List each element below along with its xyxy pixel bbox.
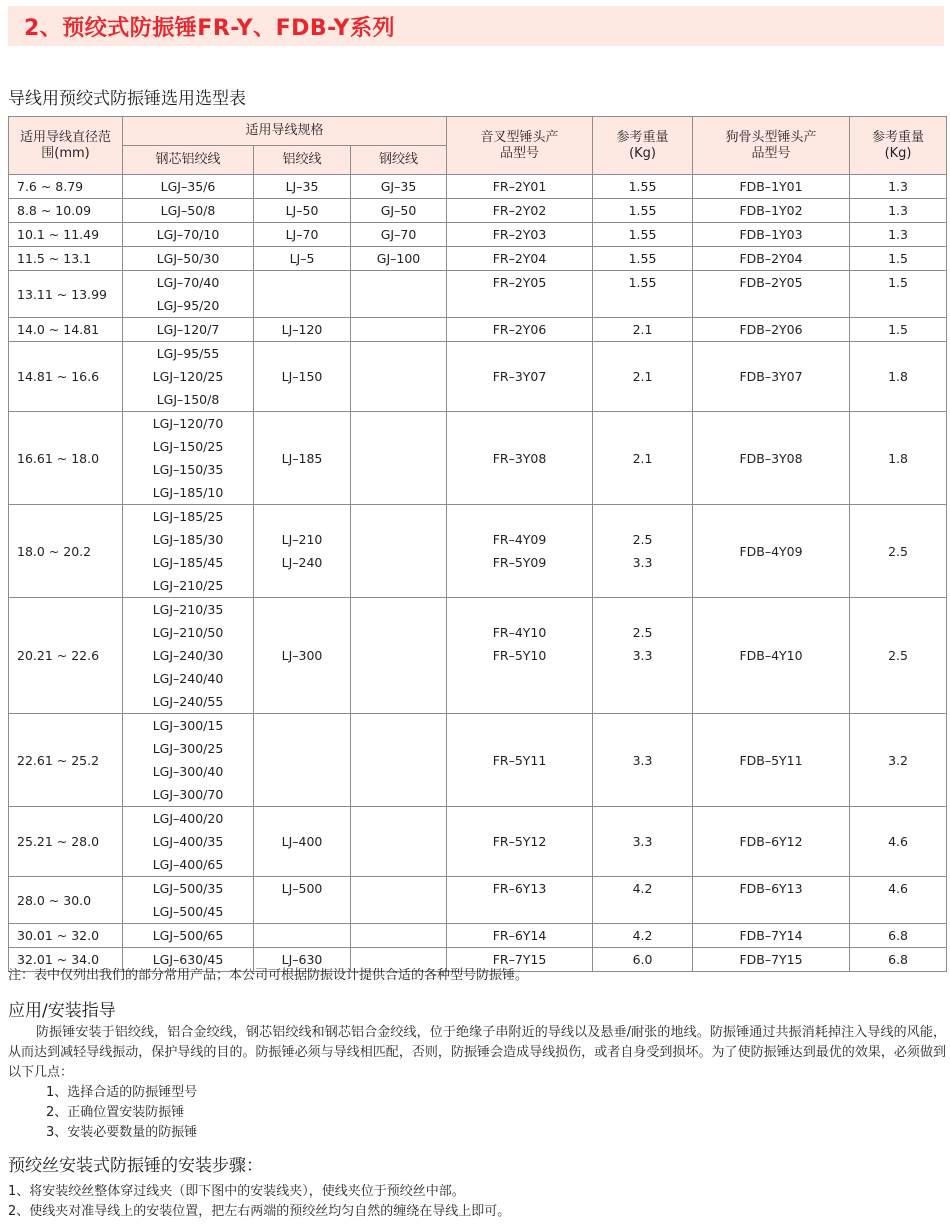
cell-gj <box>351 318 447 342</box>
cell-fdb-model <box>693 342 850 412</box>
cell-lj <box>254 199 351 223</box>
cell-gj-value: GJ–70 <box>380 227 417 242</box>
cell-fr-weight-value: 3.3 <box>632 752 653 768</box>
cell-diameter-range: 22.61 ~ 25.2 <box>9 714 123 807</box>
cell-fdb-model-value: FDB–6Y13 <box>739 881 803 896</box>
cell-fdb-model <box>693 714 850 807</box>
cell-lgj <box>123 505 254 598</box>
table-row <box>9 175 947 199</box>
cell-lgj-value: LGJ–120/7 <box>156 322 220 337</box>
cell-lgj-value: LGJ–240/30 <box>152 648 224 663</box>
steps-heading: 预绞丝安装式防振锤的安装步骤： <box>8 1156 263 1176</box>
cell-diameter-range: 13.11 ~ 13.99 <box>9 271 123 318</box>
guide-heading: 应用/安装指导 <box>8 1001 116 1021</box>
cell-lgj <box>123 877 254 924</box>
cell-lgj-value: LGJ–95/55 <box>156 346 220 361</box>
table-row <box>9 807 947 877</box>
guide-paragraph: 防振锤安装于铝绞线，铝合金绞线，钢芯铝绞线和钢芯铝合金绞线，位于绝缘子串附近的导线以及悬垂/耐张的地线。防振锤通过共振消耗掉注入导线的风能，从而达到减轻导线振动，保护导线的目的。防振锤必须与导线相匹配，否则，防振锤会造成导线损伤，或者自身受到损坏。为了使防振锤达到最优的效果，必须做到以下几点： <box>8 1025 946 1080</box>
cell-fr-weight-value: 3.3 <box>632 648 653 663</box>
cell-lgj <box>123 924 254 948</box>
header-fr-weight: 参考重量(Kg) <box>593 117 693 175</box>
cell-lgj-value: LGJ–70/40 <box>156 275 220 290</box>
cell-fdb-model <box>693 598 850 714</box>
cell-gj <box>351 877 447 924</box>
cell-fr-model <box>447 318 593 342</box>
cell-lj <box>254 505 351 598</box>
cell-fr-weight <box>593 271 693 318</box>
cell-fr-weight <box>593 807 693 877</box>
cell-lgj-value: LGJ–210/25 <box>152 578 224 593</box>
cell-fr-model <box>447 412 593 505</box>
cell-lgj <box>123 807 254 877</box>
cell-lj <box>254 342 351 412</box>
cell-fr-model-value: FR–5Y11 <box>492 752 547 768</box>
cell-diameter-range: 10.1 ~ 11.49 <box>9 223 123 247</box>
cell-gj <box>351 199 447 223</box>
cell-fr-model <box>447 271 593 318</box>
cell-fdb-model-value: FDB–6Y12 <box>739 834 803 849</box>
cell-fr-weight <box>593 714 693 807</box>
cell-fr-weight-value: 2.1 <box>632 450 653 466</box>
cell-lgj-value: LGJ–300/15 <box>152 718 224 733</box>
table-row <box>9 318 947 342</box>
guide-points <box>46 1083 197 1143</box>
cell-lj <box>254 807 351 877</box>
cell-fdb-model-value: FDB–7Y14 <box>739 928 803 943</box>
cell-fr-model-value: FR–4Y10 <box>492 625 547 640</box>
cell-fr-weight-value: 4.2 <box>632 881 653 896</box>
cell-lj-value: LJ–150 <box>281 369 323 384</box>
cell-fr-weight <box>593 505 693 598</box>
cell-fr-weight-value: 2.5 <box>632 625 653 640</box>
cell-lgj-value: LGJ–210/50 <box>152 625 224 640</box>
cell-lgj-value: LGJ–500/45 <box>152 904 224 919</box>
cell-fr-model <box>447 199 593 223</box>
cell-diameter-range: 32.01 ~ 34.0 <box>9 948 123 972</box>
cell-gj-value: GJ–100 <box>376 251 421 266</box>
cell-gj <box>351 247 447 271</box>
table-row <box>9 598 947 714</box>
cell-fdb-weight-value: 6.8 <box>888 952 908 967</box>
cell-diameter-range: 18.0 ~ 20.2 <box>9 505 123 598</box>
cell-lj <box>254 877 351 924</box>
cell-gj <box>351 271 447 318</box>
cell-fdb-weight-value: 4.6 <box>888 881 908 896</box>
cell-fdb-weight-value: 6.8 <box>888 928 908 943</box>
cell-fdb-weight <box>850 505 947 598</box>
cell-gj <box>351 175 447 199</box>
cell-fr-model-value: FR–6Y14 <box>492 928 547 943</box>
cell-fr-weight <box>593 175 693 199</box>
table-body <box>9 175 947 972</box>
cell-diameter-range: 14.0 ~ 14.81 <box>9 318 123 342</box>
cell-fr-model <box>447 598 593 714</box>
cell-fr-weight-value: 6.0 <box>632 952 653 967</box>
cell-fr-model <box>447 505 593 598</box>
cell-diameter-range: 16.61 ~ 18.0 <box>9 412 123 505</box>
cell-lj-value: LJ–50 <box>285 203 319 218</box>
guide-point: 1、选择合适的防振锤型号 <box>46 1085 198 1100</box>
cell-lgj-value: LGJ–400/20 <box>152 811 224 826</box>
cell-fr-model-value: FR–5Y12 <box>492 834 547 849</box>
cell-fdb-model <box>693 412 850 505</box>
header-fr-model: 音叉型锤头产品型号 <box>447 117 593 175</box>
cell-fr-model-value: FR–6Y13 <box>492 881 547 896</box>
page-title: 2、预绞式防振锤FR-Y、FDB-Y系列 <box>24 16 395 41</box>
install-steps <box>8 1182 510 1222</box>
cell-fdb-model-value: FDB–1Y02 <box>739 203 803 218</box>
cell-lgj-value: LGJ–185/30 <box>152 532 224 547</box>
cell-lgj-value: LGJ–185/25 <box>152 509 224 524</box>
cell-lgj <box>123 247 254 271</box>
cell-fdb-weight-value: 1.5 <box>888 275 908 290</box>
cell-lj-value: LJ–70 <box>285 227 319 242</box>
page-title-bar <box>8 6 944 46</box>
cell-fr-model <box>447 342 593 412</box>
cell-fdb-weight <box>850 223 947 247</box>
cell-lgj-value: LGJ–150/8 <box>156 392 220 407</box>
cell-lj-value: LJ–185 <box>281 450 323 466</box>
cell-diameter-range: 25.21 ~ 28.0 <box>9 807 123 877</box>
cell-lgj <box>123 342 254 412</box>
cell-lgj-value: LGJ–35/6 <box>160 179 216 194</box>
cell-fdb-weight-value: 1.3 <box>888 179 908 194</box>
cell-lgj-value: LGJ–500/65 <box>152 928 224 943</box>
cell-fdb-model-value: FDB–4Y09 <box>739 543 803 559</box>
cell-fdb-model <box>693 948 850 972</box>
install-step: 1、将安装绞丝整体穿过线夹（即下图中的安装线夹），使线夹位于预绞丝中部。 <box>8 1184 465 1199</box>
cell-lgj-value: LGJ–150/35 <box>152 462 224 477</box>
cell-lgj-value: LGJ–70/10 <box>156 227 220 242</box>
cell-lgj <box>123 175 254 199</box>
cell-lgj-value: LGJ–630/45 <box>152 952 224 967</box>
cell-fr-weight <box>593 318 693 342</box>
cell-fr-weight-value: 3.3 <box>632 834 653 849</box>
cell-fdb-weight <box>850 598 947 714</box>
cell-lgj-value: LGJ–120/70 <box>152 416 224 431</box>
cell-lj-value: LJ–210 <box>281 532 323 547</box>
cell-fdb-weight <box>850 175 947 199</box>
cell-lj <box>254 318 351 342</box>
cell-gj-value: GJ–50 <box>380 203 417 218</box>
cell-lgj-value: LGJ–50/8 <box>160 203 216 218</box>
cell-fr-model-value: FR–4Y09 <box>492 532 547 547</box>
guide-point: 3、安装必要数量的防振锤 <box>46 1125 198 1140</box>
cell-fdb-model <box>693 318 850 342</box>
table-row <box>9 412 947 505</box>
cell-lj <box>254 247 351 271</box>
cell-fdb-weight-value: 3.2 <box>888 752 908 768</box>
table-row <box>9 223 947 247</box>
cell-lj <box>254 223 351 247</box>
cell-lgj-value: LGJ–150/25 <box>152 439 224 454</box>
table-row <box>9 877 947 924</box>
cell-gj <box>351 598 447 714</box>
cell-fdb-weight-value: 1.3 <box>888 227 908 242</box>
cell-diameter-range: 8.8 ~ 10.09 <box>9 199 123 223</box>
cell-fdb-weight <box>850 807 947 877</box>
cell-gj <box>351 223 447 247</box>
header-lgj: 钢芯铝绞线 <box>123 146 254 175</box>
cell-diameter-range: 14.81 ~ 16.6 <box>9 342 123 412</box>
cell-fr-model-value: FR–3Y07 <box>492 369 547 384</box>
cell-fr-weight-value: 1.55 <box>628 251 657 266</box>
cell-fdb-model <box>693 247 850 271</box>
cell-fdb-weight <box>850 877 947 924</box>
cell-diameter-range: 20.21 ~ 22.6 <box>9 598 123 714</box>
cell-fdb-weight <box>850 924 947 948</box>
header-spec-group: 适用导线规格 <box>123 117 447 146</box>
cell-lj-value: LJ–630 <box>281 952 323 967</box>
cell-lgj-value: LGJ–300/70 <box>152 787 224 802</box>
cell-lgj-value: LGJ–400/65 <box>152 857 224 872</box>
cell-fdb-model-value: FDB–1Y03 <box>739 227 803 242</box>
cell-lgj-value: LGJ–185/45 <box>152 555 224 570</box>
cell-gj <box>351 505 447 598</box>
selection-table <box>8 116 947 972</box>
cell-fr-weight-value: 2.1 <box>632 322 653 337</box>
cell-fr-model-value: FR–5Y09 <box>492 555 547 570</box>
cell-fr-model-value: FR–2Y03 <box>492 227 547 242</box>
cell-fr-model <box>447 924 593 948</box>
cell-lj-value: LJ–35 <box>285 179 319 194</box>
cell-lj <box>254 924 351 948</box>
cell-fr-weight <box>593 598 693 714</box>
table-row <box>9 505 947 598</box>
cell-fdb-weight <box>850 948 947 972</box>
cell-fdb-model <box>693 505 850 598</box>
table-row <box>9 714 947 807</box>
cell-fr-model-value: FR–2Y04 <box>492 251 547 266</box>
cell-fr-weight-value: 1.55 <box>628 203 657 218</box>
cell-fdb-model <box>693 807 850 877</box>
cell-lgj-value: LGJ–50/30 <box>156 251 220 266</box>
cell-fdb-weight <box>850 342 947 412</box>
cell-lj <box>254 714 351 807</box>
cell-fdb-model-value: FDB–5Y11 <box>739 752 803 768</box>
cell-lgj-value: LGJ–240/55 <box>152 694 224 709</box>
cell-fdb-weight-value: 2.5 <box>888 543 908 559</box>
header-lj: 铝绞线 <box>254 146 351 175</box>
table-row <box>9 342 947 412</box>
cell-fr-weight-value: 1.55 <box>628 275 657 290</box>
header-diameter: 适用导线直径范围(mm) <box>9 117 123 175</box>
cell-fdb-model <box>693 175 850 199</box>
cell-fdb-weight <box>850 199 947 223</box>
cell-fr-model-value: FR–2Y06 <box>492 322 547 337</box>
cell-gj-value: GJ–35 <box>380 179 417 194</box>
cell-fr-weight <box>593 924 693 948</box>
cell-fdb-weight-value: 1.8 <box>888 450 908 466</box>
cell-fdb-weight <box>850 318 947 342</box>
cell-fr-weight <box>593 199 693 223</box>
cell-lgj <box>123 223 254 247</box>
cell-fdb-model-value: FDB–3Y07 <box>739 369 803 384</box>
cell-fr-model <box>447 714 593 807</box>
cell-fdb-weight <box>850 271 947 318</box>
cell-fdb-model-value: FDB–4Y10 <box>739 648 803 663</box>
cell-lgj-value: LGJ–185/10 <box>152 485 224 500</box>
cell-fr-weight-value: 3.3 <box>632 555 653 570</box>
cell-lj <box>254 175 351 199</box>
install-step: 2、使线夹对准导线上的安装位置，把左右两端的预绞丝均匀自然的缠绕在导线上即可。 <box>8 1204 511 1219</box>
cell-fr-model <box>447 247 593 271</box>
cell-lj-value: LJ–240 <box>281 555 323 570</box>
cell-fr-model-value: FR–3Y08 <box>492 450 547 466</box>
header-gj: 钢绞线 <box>351 146 447 175</box>
table-row <box>9 924 947 948</box>
table-row <box>9 271 947 318</box>
cell-gj <box>351 807 447 877</box>
cell-lgj <box>123 714 254 807</box>
cell-fdb-model-value: FDB–3Y08 <box>739 450 803 466</box>
cell-diameter-range: 30.01 ~ 32.0 <box>9 924 123 948</box>
cell-fr-model <box>447 175 593 199</box>
table-row <box>9 199 947 223</box>
cell-fdb-weight-value: 2.5 <box>888 648 908 663</box>
cell-diameter-range: 28.0 ~ 30.0 <box>9 877 123 924</box>
cell-fr-weight-value: 1.55 <box>628 227 657 242</box>
cell-fr-model <box>447 223 593 247</box>
cell-lgj-value: LGJ–120/25 <box>152 369 224 384</box>
cell-lj-value: LJ–300 <box>281 648 323 663</box>
cell-fr-model-value: FR–7Y15 <box>492 952 547 967</box>
cell-diameter-range: 11.5 ~ 13.1 <box>9 247 123 271</box>
table-note: 注：表中仅列出我们的部分常用产品；本公司可根据防振设计提供合适的各种型号防振锤。 <box>8 968 529 983</box>
cell-lgj-value: LGJ–300/25 <box>152 741 224 756</box>
cell-fr-weight <box>593 342 693 412</box>
cell-fdb-model-value: FDB–7Y15 <box>739 952 803 967</box>
cell-fdb-weight <box>850 412 947 505</box>
cell-lj <box>254 598 351 714</box>
cell-fdb-model <box>693 877 850 924</box>
cell-fdb-weight <box>850 714 947 807</box>
cell-lgj <box>123 598 254 714</box>
cell-fr-weight-value: 2.1 <box>632 369 653 384</box>
cell-lgj-value: LGJ–210/35 <box>152 602 224 617</box>
header-fdb-model: 狗骨头型锤头产品型号 <box>693 117 850 175</box>
cell-fdb-weight-value: 1.5 <box>888 251 908 266</box>
cell-fr-weight-value: 4.2 <box>632 928 653 943</box>
cell-fr-weight-value: 1.55 <box>628 179 657 194</box>
cell-fr-weight <box>593 247 693 271</box>
cell-fr-model-value: FR–2Y05 <box>492 275 547 290</box>
cell-lj <box>254 412 351 505</box>
cell-fdb-weight-value: 1.3 <box>888 203 908 218</box>
cell-fr-model-value: FR–2Y01 <box>492 179 547 194</box>
table-row <box>9 247 947 271</box>
cell-fdb-weight-value: 4.6 <box>888 834 908 849</box>
cell-lgj-value: LGJ–240/40 <box>152 671 224 686</box>
cell-lgj <box>123 271 254 318</box>
cell-lj-value: LJ–120 <box>281 322 323 337</box>
cell-lgj-value: LGJ–95/20 <box>156 298 220 313</box>
cell-fr-model-value: FR–5Y10 <box>492 648 547 663</box>
cell-fdb-model-value: FDB–2Y05 <box>739 275 803 290</box>
cell-lgj-value: LGJ–400/35 <box>152 834 224 849</box>
table-title: 导线用预绞式防振锤选用选型表 <box>8 89 246 109</box>
cell-lgj <box>123 318 254 342</box>
cell-fr-weight <box>593 412 693 505</box>
cell-fdb-weight <box>850 247 947 271</box>
cell-fdb-model-value: FDB–2Y04 <box>739 251 803 266</box>
cell-fdb-model <box>693 924 850 948</box>
cell-lgj <box>123 412 254 505</box>
cell-gj <box>351 342 447 412</box>
cell-fdb-model <box>693 199 850 223</box>
cell-lj-value: LJ–5 <box>289 251 315 266</box>
cell-lgj-value: LGJ–500/35 <box>152 881 224 896</box>
cell-fr-weight-value: 2.5 <box>632 532 653 547</box>
cell-fr-weight <box>593 948 693 972</box>
cell-fdb-model-value: FDB–2Y06 <box>739 322 803 337</box>
cell-gj <box>351 924 447 948</box>
guide-point: 2、正确位置安装防振锤 <box>46 1105 185 1120</box>
cell-fdb-model <box>693 271 850 318</box>
cell-fdb-model <box>693 223 850 247</box>
cell-diameter-range: 7.6 ~ 8.79 <box>9 175 123 199</box>
cell-fr-weight <box>593 223 693 247</box>
cell-lj-value: LJ–500 <box>281 881 323 896</box>
header-fdb-weight: 参考重量(Kg) <box>850 117 947 175</box>
cell-fr-model-value: FR–2Y02 <box>492 203 547 218</box>
cell-lj-value: LJ–400 <box>281 834 323 849</box>
cell-fr-weight <box>593 877 693 924</box>
cell-lj <box>254 271 351 318</box>
cell-fdb-weight-value: 1.5 <box>888 322 908 337</box>
cell-fdb-model-value: FDB–1Y01 <box>739 179 803 194</box>
cell-lgj-value: LGJ–300/40 <box>152 764 224 779</box>
cell-fdb-weight-value: 1.8 <box>888 369 908 384</box>
cell-lgj <box>123 199 254 223</box>
cell-gj <box>351 412 447 505</box>
cell-gj <box>351 714 447 807</box>
cell-fr-model <box>447 877 593 924</box>
cell-fr-model <box>447 807 593 877</box>
